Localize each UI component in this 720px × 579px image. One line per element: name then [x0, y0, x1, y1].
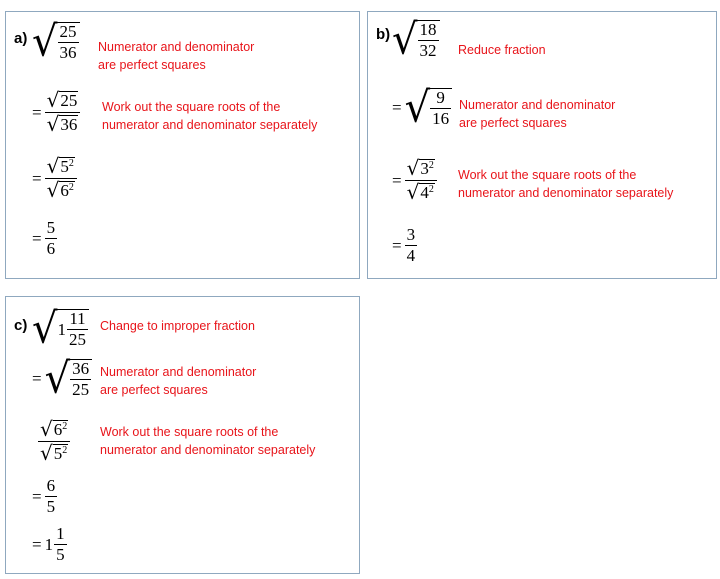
panel-b — [367, 11, 717, 279]
note-a-step1: Numerator and denominator are perfect squares — [98, 40, 255, 72]
expr-c-step3: √ $6^2$ √ $5^2$ — [38, 419, 70, 464]
note-c-step3: Work out the square roots of the numerator and denominator separately — [100, 425, 316, 457]
note-c-step2: Numerator and denominator are perfect squares — [100, 365, 257, 397]
note-c-step1: Change to improper fraction — [100, 319, 255, 333]
expr-b-step1: √ $\frac{18}{32}$ — [392, 20, 440, 60]
expr-b-step4: = $\frac{3}{4}$ — [392, 225, 416, 265]
note-a-step2: Work out the square roots of the numerator and denominator separately — [102, 100, 318, 132]
expr-c-step1: √ 1 $\frac{11}{25}$ — [32, 309, 89, 349]
expr-c-step5: = 1 $\frac{1}{5}$ — [32, 524, 65, 564]
note-b-step1: Reduce fraction — [458, 43, 546, 57]
panel-label: a) — [14, 30, 28, 47]
numerator: 25 — [59, 22, 77, 41]
expr-a-step4: = $\frac{5}{6}$ — [32, 218, 56, 258]
expr-b-step3: = √ $3^2$ √ $4^2$ — [392, 158, 437, 203]
panel-label: b) — [376, 26, 391, 43]
denominator: 36 — [59, 43, 77, 62]
expr-a-step2: = √ 25 √ 36 — [32, 90, 80, 135]
panel-label: c) — [14, 317, 28, 334]
expr-b-step2: = √ $\frac{9}{16}$ — [392, 88, 452, 128]
expr-a-step1: √ $\frac{25}{36}$ — [32, 22, 80, 62]
panel-a — [5, 11, 360, 279]
note-b-step3: Work out the square roots of the numerator and denominator separately — [458, 168, 674, 200]
expr-c-step4: = $\frac{6}{5}$ — [32, 476, 56, 516]
panel-c — [5, 296, 360, 574]
expr-c-step2: = √ $\frac{36}{25}$ — [32, 359, 92, 399]
note-b-step2: Numerator and denominator are perfect squares — [459, 98, 616, 130]
expr-a-step3: = √ $5^2$ √ $6^2$ — [32, 156, 77, 201]
